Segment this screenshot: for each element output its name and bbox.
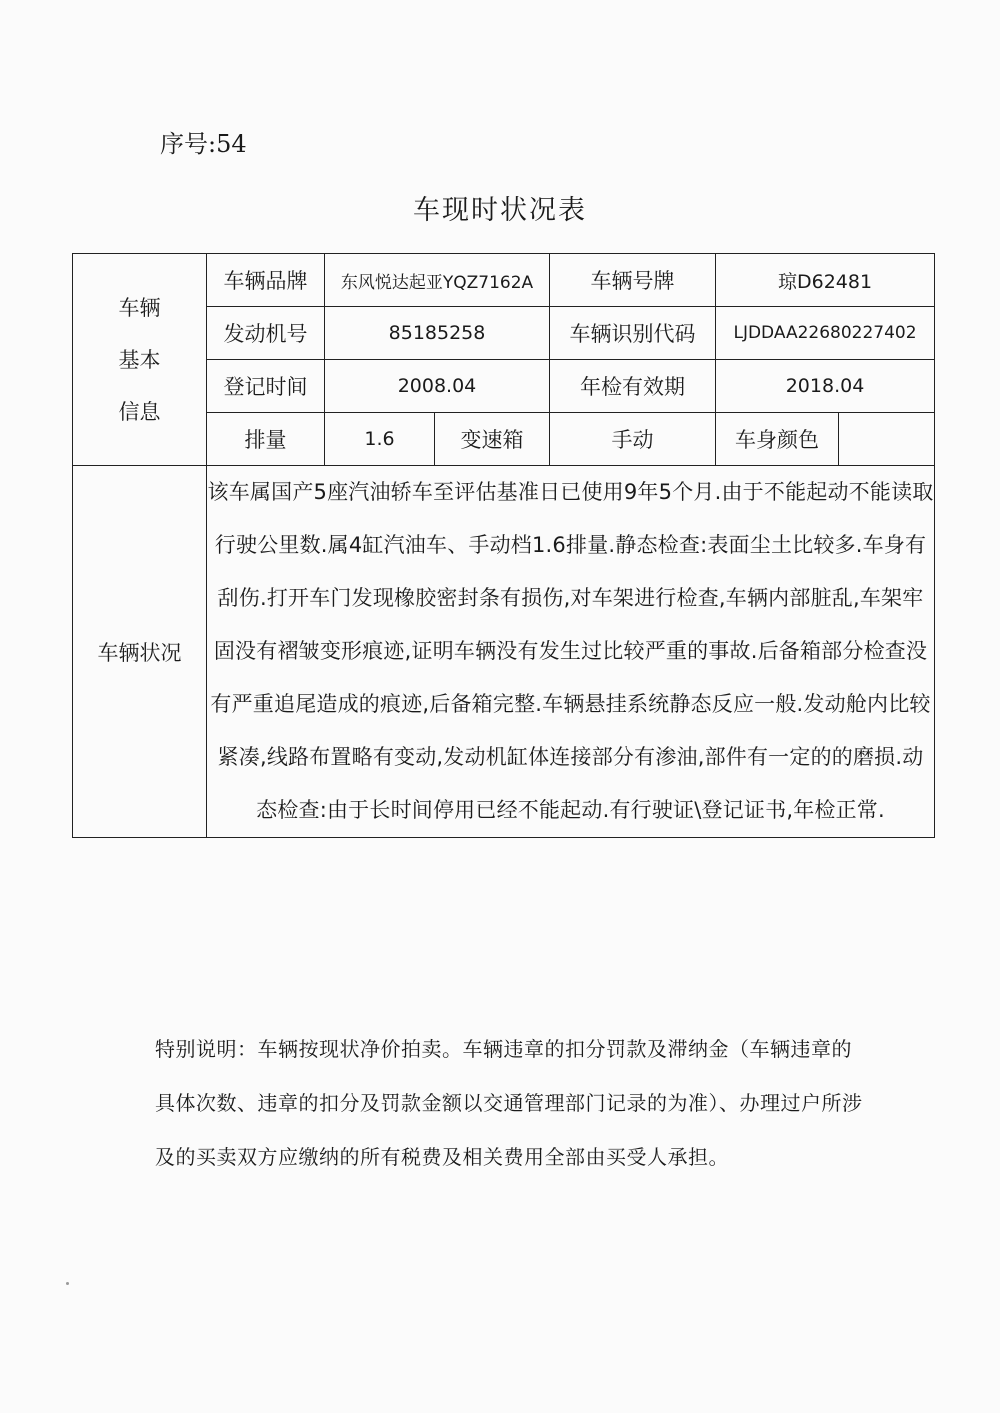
basic-info-label xyxy=(73,254,207,466)
condition-label: 车辆状况 xyxy=(73,466,207,838)
inspection-validity-value: 2018.04 xyxy=(716,360,935,413)
body-color-value xyxy=(839,413,935,466)
vin-label: 车辆识别代码 xyxy=(550,307,716,360)
scan-speck xyxy=(66,1282,69,1285)
condition-text: 该车属国产5座汽油轿车至评估基准日已使用9年5个月.由于不能起动不能读取行驶公里数.属4缸汽油车、手动档1.6排量.静态检查:表面尘土比较多.车身有刮伤.打开车门发现橡胶密封条有损伤,对车架进行检查,车辆内部脏乱,车架牢固没有褶皱变形痕迹,证明车辆没有发生过比较严重的事故.后备箱部分检查没有严重追尾造成的痕迹,后备箱完整.车辆悬挂系统静态反应一般.发动舱内比较紧凑,线路布置略有变动,发动机缸体连接部分有渗油,部件有一定的的磨损.动态检查:由于长时间停用已经不能起动.有行驶证\登记证书,年检正常. xyxy=(207,466,935,838)
serial-number: 序号:54 xyxy=(160,130,247,158)
inspection-validity-label: 年检有效期 xyxy=(550,360,716,413)
body-color-label: 车身颜色 xyxy=(716,413,839,466)
gearbox-label: 变速箱 xyxy=(435,413,550,466)
basic-info-label-line-2: 基本 xyxy=(118,347,161,372)
plate-value: 琼D62481 xyxy=(716,254,935,307)
plate-label: 车辆号牌 xyxy=(550,254,716,307)
displacement-label: 排量 xyxy=(207,413,325,466)
registration-date-label: 登记时间 xyxy=(207,360,325,413)
gearbox-value: 手动 xyxy=(550,413,716,466)
basic-info-label-line-1: 车辆 xyxy=(118,295,161,320)
engine-label: 发动机号 xyxy=(207,307,325,360)
special-note: 特别说明：车辆按现状净价拍卖。车辆违章的扣分罚款及滞纳金（车辆违章的具体次数、违章的扣分及罚款金额以交通管理部门记录的为准）、办理过户所涉及的买卖双方应缴纳的所有税费及相关费用全部由买受人承担。 xyxy=(155,1037,863,1169)
basic-info-label-line-3: 信息 xyxy=(118,399,161,424)
engine-value: 85185258 xyxy=(325,307,550,360)
vehicle-status-table xyxy=(72,253,935,838)
brand-value: 东风悦达起亚YQZ7162A xyxy=(325,254,550,307)
brand-label: 车辆品牌 xyxy=(207,254,325,307)
page-title: 车现时状况表 xyxy=(413,195,587,226)
registration-date-value: 2008.04 xyxy=(325,360,550,413)
vin-value: LJDDAA22680227402 xyxy=(716,307,935,360)
displacement-value: 1.6 xyxy=(325,413,435,466)
